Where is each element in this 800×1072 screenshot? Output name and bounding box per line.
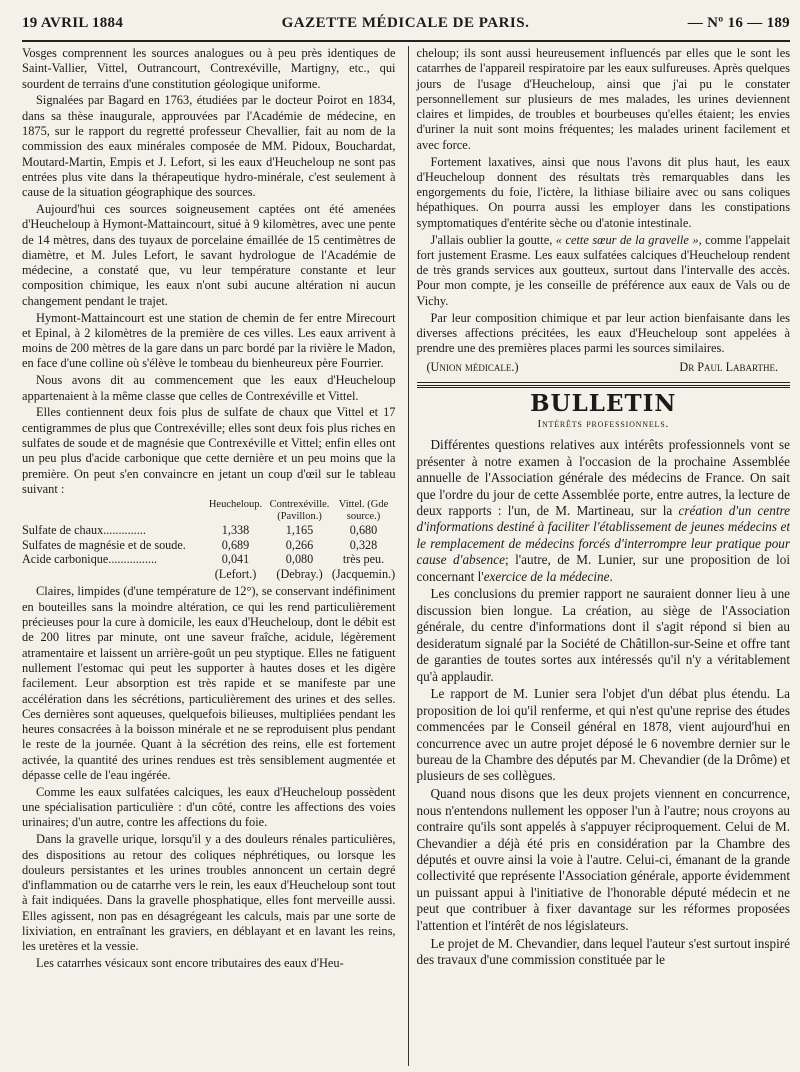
section-double-rule <box>417 385 791 388</box>
paragraph: Différentes questions relatives aux intérêts professionnels vont se présenter à notre examen à l'occasion de la prochaine Assemblée annuelle de l'Association générale des médecins de France. On sait que l'ordre du jour de cette Assemblée porte, entre autres, la lecture de deux rapports : l'un, de M. Martineau, sur la création d'un centre d'informations destiné à faciliter l'établissement de jeunes médecins et le remplacement de médecins forcés d'interrompre leur pratique pour cause d'absence; l'autre, de M. Lunier, sur une proposition de loi concernant l'exercice de la médecine. <box>416 437 791 584</box>
paragraph: Vosges comprennent les sources analogues ou à peu près identiques de Saint-Vallier, Vittel, Outrancourt, Contrexéville, Martigny, etc., qui sourdent de terrains d'une constitution géologique uniforme. <box>22 46 396 91</box>
paragraph: Quand nous disons que les deux projets viennent en concurrence, nous n'entendons nullement les opposer l'un à l'autre; nous croyons au contraire qu'ils sont appelés à s'appuyer réciproquement. Celui de M. Chevandier a déjà été pris en considération par la Chambre des députés et ouvre ainsi la voie à l'autre. Celui-ci, émanant de la grande collectivité que représente l'Association générale, apporte évidemment un puissant appui à l'initiative de l'honorable député médecin et ne peut que contribuer à fixer davantage sur les réformes proposées l'attention et l'intérêt de nos législateurs. <box>416 786 791 933</box>
paragraph: Elles contiennent deux fois plus de sulfate de chaux que Vittel et 17 centigrammes de plus que Contrexéville; elles sont deux fois plus riches en sulfates de soude et de magnésie que Contrexéville et Vittel; enfin elles ont un peu plus d'acide carbonique que cette dernière et un peu moins que la première. On peut s'en convaincre en jetant un coup d'œil sur le tableau suivant : <box>22 405 396 496</box>
header-rule <box>22 40 790 42</box>
table-row <box>22 538 396 553</box>
table-credit: (Debray.) <box>276 566 323 581</box>
page-header <box>22 8 790 38</box>
table-cell: 0,680 <box>349 523 378 538</box>
italic-text: exercice de la médecine <box>483 568 610 584</box>
paragraph: Signalées par Bagard en 1763, étudiées par le docteur Poirot en 1834, dans sa thèse inaugurale, approuvées par l'Académie de médecine, en 1875, sur le rapport du regretté professeur Chevallier, fait au nom de la commission des eaux minérales composée de MM. Pidoux, Bouchardat, Moutard-Martin, Empis et J. Lefort, si les eaux d'Heucheloup ne sont pas entrées plus vite dans la thérapeutique hydro-minérale, c'est seulement à cause de la situation géographique des sources. <box>22 93 396 200</box>
table-row-label: Sulfates de magnésie et de soude. <box>22 537 186 552</box>
table-col-header: Heucheloup. <box>208 499 263 511</box>
table-row-label: Acide carbonique................ <box>22 552 158 567</box>
paragraph: Comme les eaux sulfatées calciques, les eaux d'Heucheloup possèdent une spécialisation particulière : d'un côté, contre les affections des voies urinaires; d'un autre, contre les affections du foie. <box>22 784 396 830</box>
table-credit: (Jacquemin.) <box>331 566 396 581</box>
table-cell: 0,689 <box>221 537 250 552</box>
article-source <box>417 360 791 375</box>
table-row <box>22 523 396 538</box>
table-cell: 0,041 <box>221 552 250 567</box>
paragraph: Le projet de M. Chevandier, dans lequel l'auteur s'est surtout inspiré des travaux d'une commission constituée par le <box>416 935 791 967</box>
table-cell: très peu. <box>342 552 385 567</box>
section-rule <box>417 382 791 383</box>
table-cell: 0,328 <box>349 537 378 552</box>
paragraph: Le rapport de M. Lunier sera l'objet d'un débat plus étendu. La proposition de loi qu'il renferme, et qui n'est qu'une reprise des études commencées par le Conseil général en 1878, vient aujourd'hui en concurrence avec un autre projet déposé le 6 novembre dernier sur le bureau de la Chambre des députés par M. Chevandier (de la Drôme) et plusieurs de ses collègues. <box>416 686 791 784</box>
table-row <box>22 552 396 567</box>
table-row-label: Sulfate de chaux.............. <box>22 523 146 538</box>
quote: « cette sœur de la gravelle » <box>555 232 699 247</box>
issue-number: — Nº 16 — 189 <box>687 15 790 31</box>
paragraph: Fortement laxatives, ainsi que nous l'avons dit plus haut, les eaux d'Heucheloup donnent des résultats très remarquables dans les engorgements du foie, l'ictère, la lithiase biliaire avec ou sans coliques hépathiques. On pourra aussi les employer dans les constipations symptomatiques d'entérite sèche ou d'atonie intestinale. <box>416 154 791 230</box>
table-header-row <box>22 499 396 523</box>
bulletin-body <box>417 437 791 968</box>
bulletin-heading: BULLETIN <box>530 389 677 417</box>
table-cell: 1,165 <box>285 523 314 538</box>
paragraph: Aujourd'hui ces sources soigneusement captées ont été amenées d'Heucheloup à Hymont-Mattaincourt, situé à 9 kilomètres, avec une pente de 14 mètres, dans des tuyaux de porcelaine émaillée de 15 centimètres de diamètre, et M. Jules Lefort, le savant hydrologue de l'Académie de médecine, a constaté que, vu leur température constante et leur composition chimique, les eaux n'ont subi aucune altération ni aucun changement pendant le trajet. <box>22 201 396 308</box>
paragraph: Les catarrhes vésicaux sont encore tributaires des eaux d'Heu- <box>36 956 344 971</box>
paragraph: Dans la gravelle urique, lorsqu'il y a des douleurs rénales particulières, des dispositions au retour des coliques néphrétiques, ou lorsque les douleurs persistantes et les urines troubles annoncent un certain degré d'inflammation ou de catarrhe vers le rein, les eaux d'Heucheloup sont tout à fait indiquées. Dans la gravelle phosphatique, elles font merveille aussi. Elles agissent, non pas en désagrégeant les calculs, mais par une sorte de lixiviation, en entraînant les graviers, en déblayant et en lavant les reins, les uretères et la vessie. <box>22 832 396 954</box>
paragraph: Les conclusions du premier rapport ne sauraient donner lieu à une discussion bien longue. La création, au siège de l'Association générale, du centre d'informations dont il s'agit répond si bien au desideratum signalé par la Société de Châtillon-sur-Seine et offre tant de garanties de toutes sortes aux intéressés qu'il n'y a véritablement qu'à applaudir. <box>416 586 791 684</box>
publication-title: GAZETTE MÉDICALE DE PARIS. <box>281 15 530 31</box>
left-column <box>22 46 402 1066</box>
table-cell: 0,080 <box>285 552 314 567</box>
article-author: Dr Paul Labarthe. <box>679 360 779 375</box>
italic-text: création d'un centre d'informations destiné à faciliter l'établissement de jeunes médecins et le remplacement de médecins forcés d'interrompre leur pratique pour cause d'absence <box>416 502 791 568</box>
paragraph: Par leur composition chimique et par leur action bienfaisante dans les diverses affections précitées, les eaux d'Heucheloup sont appelées à prendre une des premières places parmi les sources similaires. <box>416 310 791 356</box>
table-cell: 0,266 <box>285 537 314 552</box>
table-credit: (Lefort.) <box>214 566 257 581</box>
paragraph: Nous avons dit au commencement que les eaux d'Heucheloup appartenaient à la même classe que celles de Contrexéville et Vittel. <box>22 373 396 403</box>
paragraph: cheloup; ils sont aussi heureusement influencés par elles que le sont les catarrhes de l'appareil respiratoire par les eaux sulfureuses. Après quelques jours de l'usage d'Heucheloup, ainsi que j'ai pu le constater personnellement sur plusieurs de mes malades, les urines deviennent claires et limpides, de troubles et bourbeuses qu'elles étaient; les envies d'uriner la nuit sont moins fréquentes; les malades urinent facilement et avec force. <box>416 46 791 152</box>
header-date: 19 AVRIL 1884 <box>22 15 124 31</box>
paragraph: Claires, limpides (d'une température de 12°), se conservant indéfiniment en bouteilles sans la moindre altération, ce qui les rend particulièrement précieuses pour la cure à domicile, les eaux d'Heucheloup, dont le débit est de 200 litres par minute, ont une saveur fraîche, acidule, légèrement atramentaire et laissent un arrière-goût un peu styptique. Elles ne fatiguent nullement l'estomac qui peut les supporter à hautes doses et les digère facilement. Leur absorption est très rapide et se manifeste par une accélération dans les sécrétions, particulièrement des urines et des selles. Ces dernières sont aqueuses, quelquefois bilieuses, multipliées pendant les heures consacrées à la boisson minérale et ne se reproduisent plus pendant le reste de la journée. Quant à la sécrétion des reins, elle est fortement activée, la quantité des urines rendues est très sensiblement augmentée et dépasse celle de l'eau ingérée. <box>22 584 396 783</box>
section-subheading: Intérêts professionnels. <box>537 418 669 431</box>
columns <box>22 46 790 1066</box>
source-journal: (Union médicale.) <box>426 360 519 375</box>
right-column <box>415 46 791 1066</box>
table-col-header: Vittel. (Gde source.) <box>338 499 389 523</box>
table-credits-row <box>22 567 396 582</box>
table-col-header: Contrexéville. (Pavillon.) <box>269 499 330 523</box>
column-divider <box>408 46 409 1066</box>
paragraph: Hymont-Mattaincourt est une station de chemin de fer entre Mirecourt et Epinal, à 2 kilomètres de la première de ces villes. Les eaux arrivent à moins de 200 mètres de la gare dans un parc bordé par la rivière le Madon, en face d'une colline où s'élève le tombeau du bienheureux père Fourrier. <box>22 310 396 371</box>
composition-table <box>22 499 396 581</box>
table-cell: 1,338 <box>221 523 250 538</box>
paragraph: J'allais oublier la goutte, « cette sœur de la gravelle », comme l'appelait fort justement Erasme. Les eaux sulfatées calciques d'Heucheloup rendent de très grands services aux goutteux, surtout dans l'intervalle des accès. Pour mon compte, je les conseille de préférence aux eaux de Vals ou de Vichy. <box>416 232 791 308</box>
